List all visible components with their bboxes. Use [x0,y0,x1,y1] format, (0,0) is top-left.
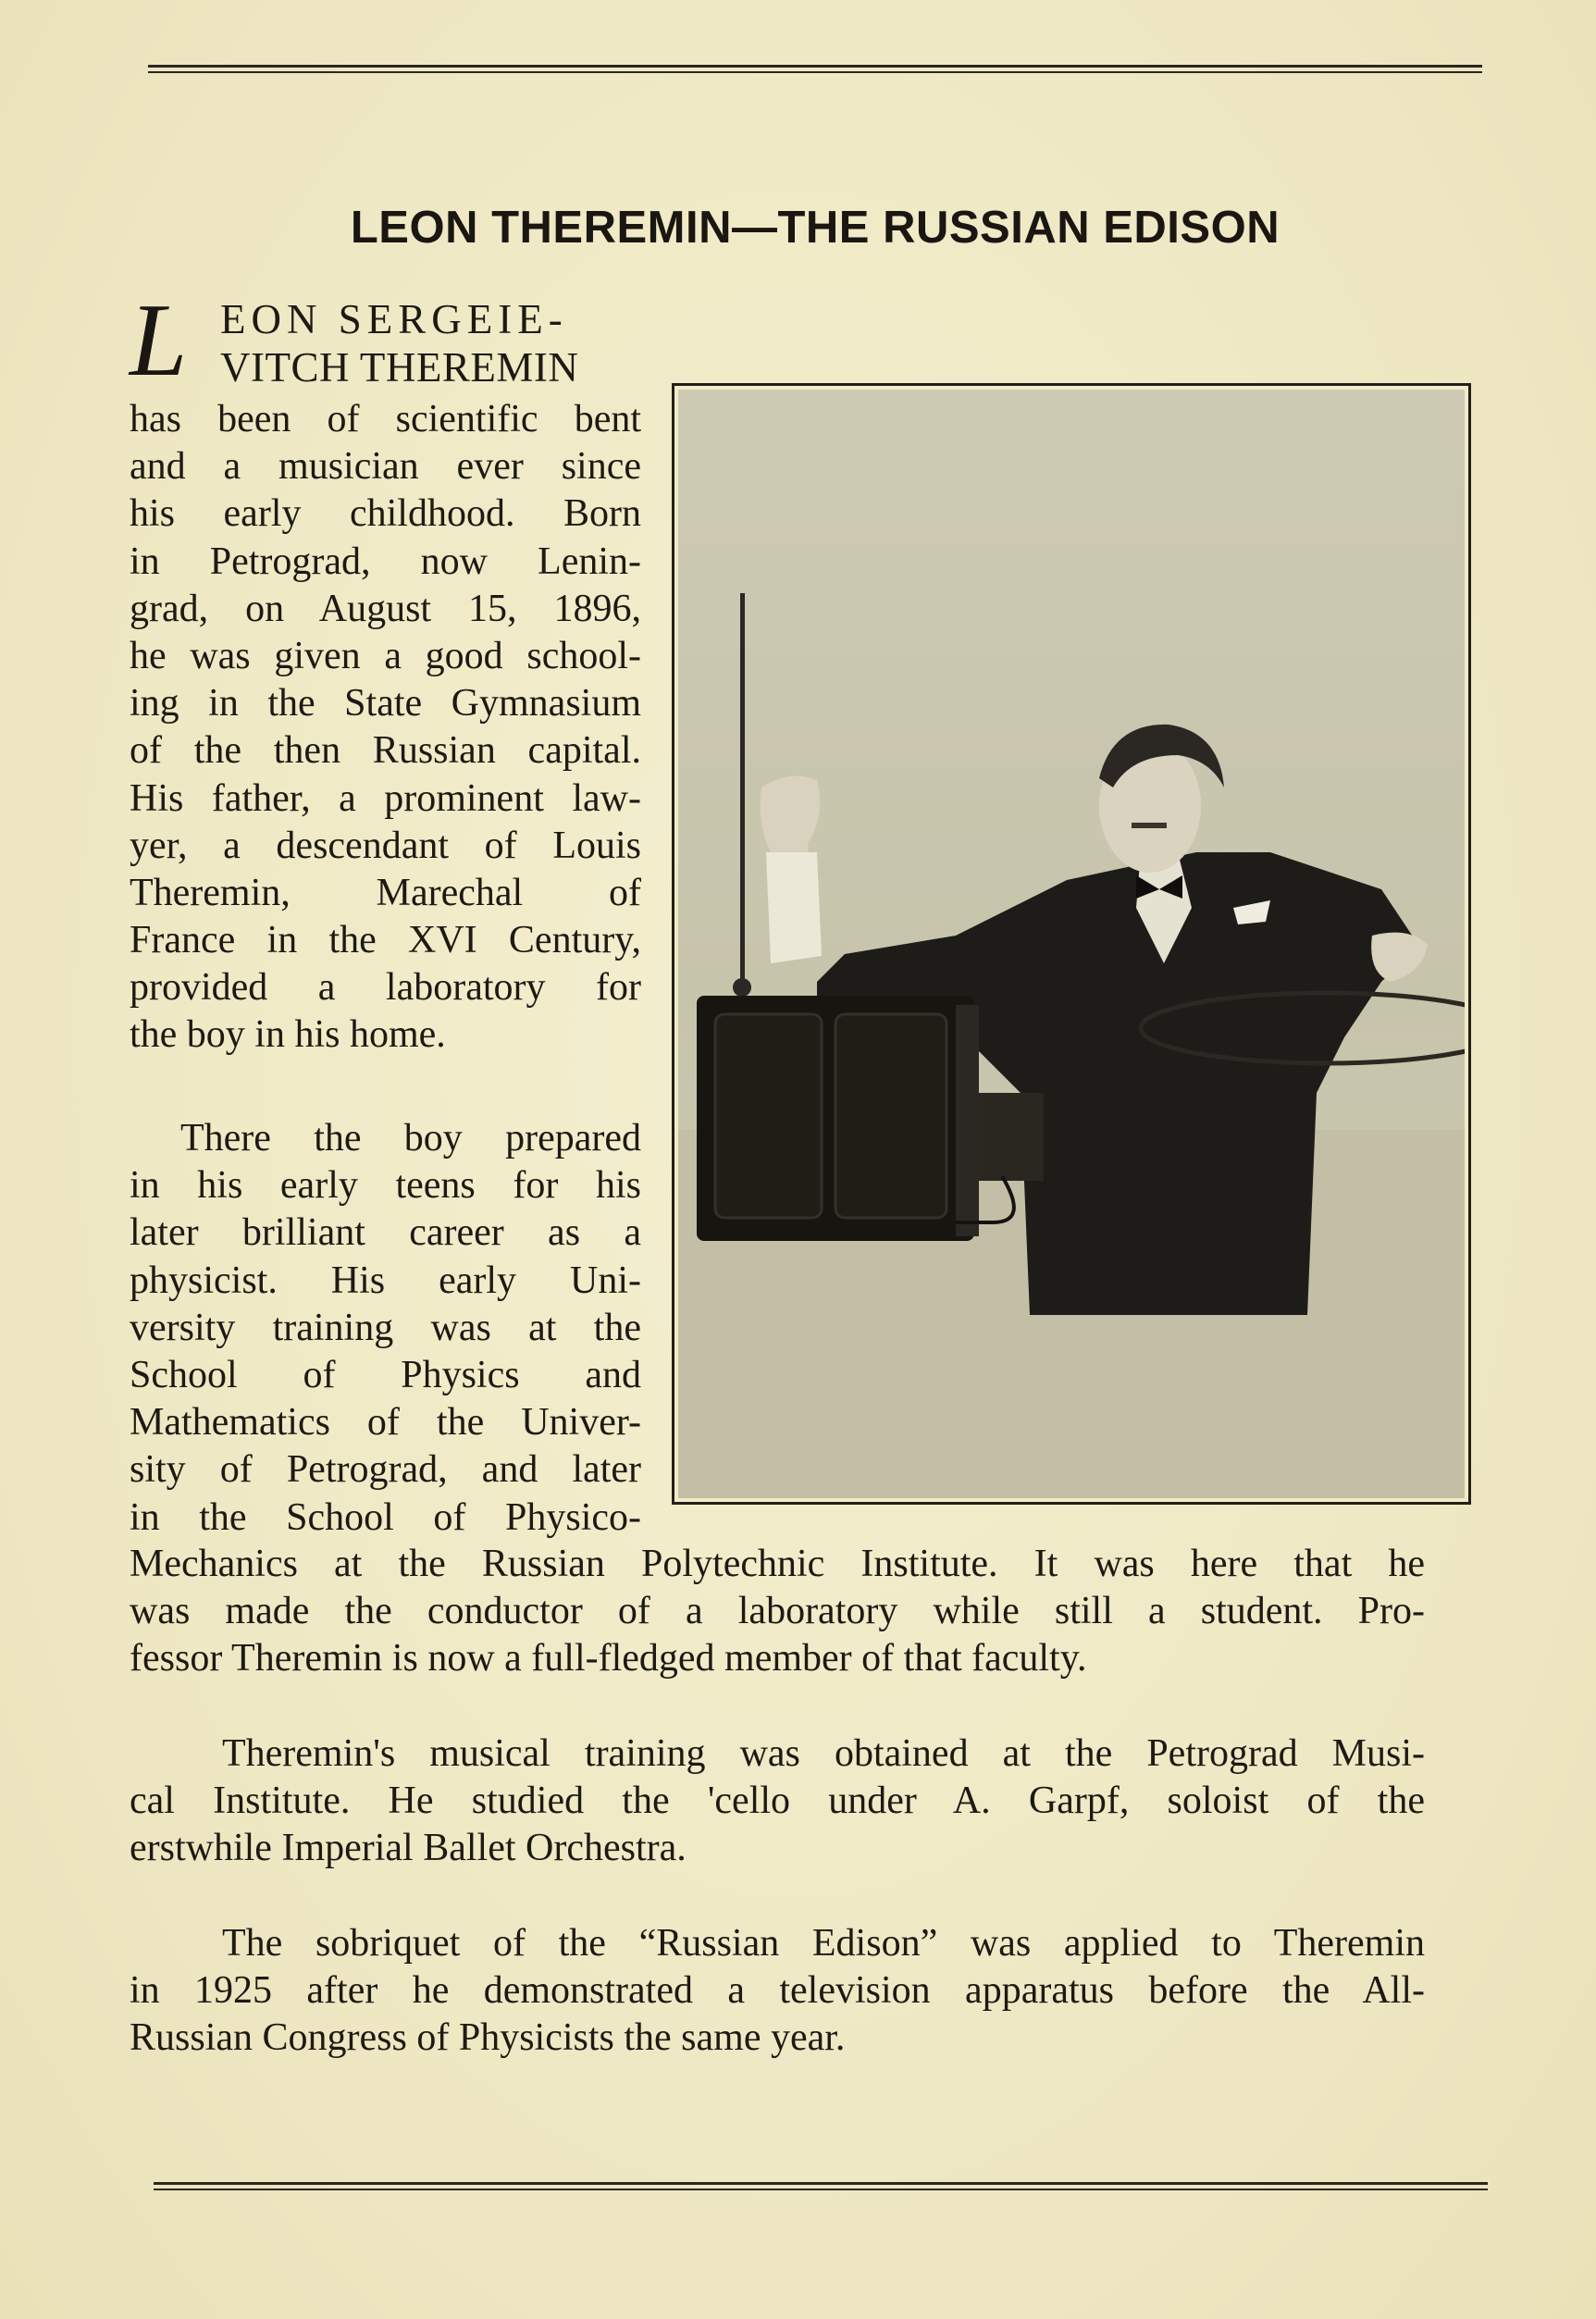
text-line: Russian Congress of Physicists the same year. [130,2016,846,2060]
top-double-rule [148,65,1482,74]
text-line: sity of Petrograd, and later [130,1448,641,1492]
lead-line-2: VITCH THEREMIN [220,344,579,391]
text-line: provided a laboratory for [130,966,641,1010]
text-line: and a musician ever since [130,445,641,489]
text-line: Mechanics at the Russian Polytechnic Institute. It was here that he [130,1543,1425,1585]
text-line: of the then Russian capital. [130,729,641,773]
text-line: was made the conductor of a laboratory while still a student. Pro- [130,1590,1425,1633]
photo-illustration [678,390,1465,1498]
text-line: later brilliant career as a [130,1211,641,1255]
photo-frame [672,383,1471,1505]
drop-cap: L [130,283,188,398]
lead-line-1: EON SERGEIE- [220,296,568,342]
text-line: ing in the State Gymnasium [130,682,641,725]
text-line: Mathematics of the Univer- [130,1401,641,1445]
text-line: he was given a good school- [130,634,641,677]
text-line: erstwhile Imperial Ballet Orchestra. [130,1827,687,1870]
text-line: Theremin, Marechal of [130,871,641,914]
text-line: in 1925 after he demonstrated a television apparatus before the All- [130,1969,1425,2013]
text-line: yer, a descendant of Louis [130,824,641,867]
text-line: His father, a prominent law- [130,776,641,820]
text-line: cal Institute. He studied the 'cello under A. Garpf, soloist of the [130,1780,1425,1823]
text-line: The sobriquet of the “Russian Edison” was applied to Theremin [222,1922,1425,1965]
text-line: in his early teens for his [130,1164,641,1208]
text-line: his early childhood. Born [130,492,641,536]
paragraph-1 [130,396,641,1060]
text-line: in the School of Physico- [130,1495,641,1539]
paragraph-4 [130,1920,1425,2063]
paragraph-3 [130,1730,1425,1873]
text-line: in Petrograd, now Lenin- [130,539,641,583]
text-line: physicist. His early Uni- [130,1259,641,1302]
text-line: grad, on August 15, 1896, [130,587,641,630]
text-line: France in the XVI Century, [130,919,641,962]
text-line: There the boy prepared [180,1117,641,1160]
page-title: LEON THEREMIN—THE RUSSIAN EDISON [350,203,1281,253]
theremin-performer-photo [678,390,1465,1498]
text-line: the boy in his home. [130,1013,446,1057]
text-line: has been of scientific bent [130,398,641,440]
text-line: fessor Theremin is now a full-fledged member of that faculty. [130,1637,1087,1680]
paragraph-2 [130,1115,641,1542]
text-line: versity training was at the [130,1306,641,1349]
bottom-double-rule [154,2182,1488,2191]
paragraph-2-continued [130,1541,1425,1683]
text-line: Theremin's musical training was obtained at the Petrograd Musi- [222,1732,1425,1775]
text-line: School of Physics and [130,1353,641,1396]
